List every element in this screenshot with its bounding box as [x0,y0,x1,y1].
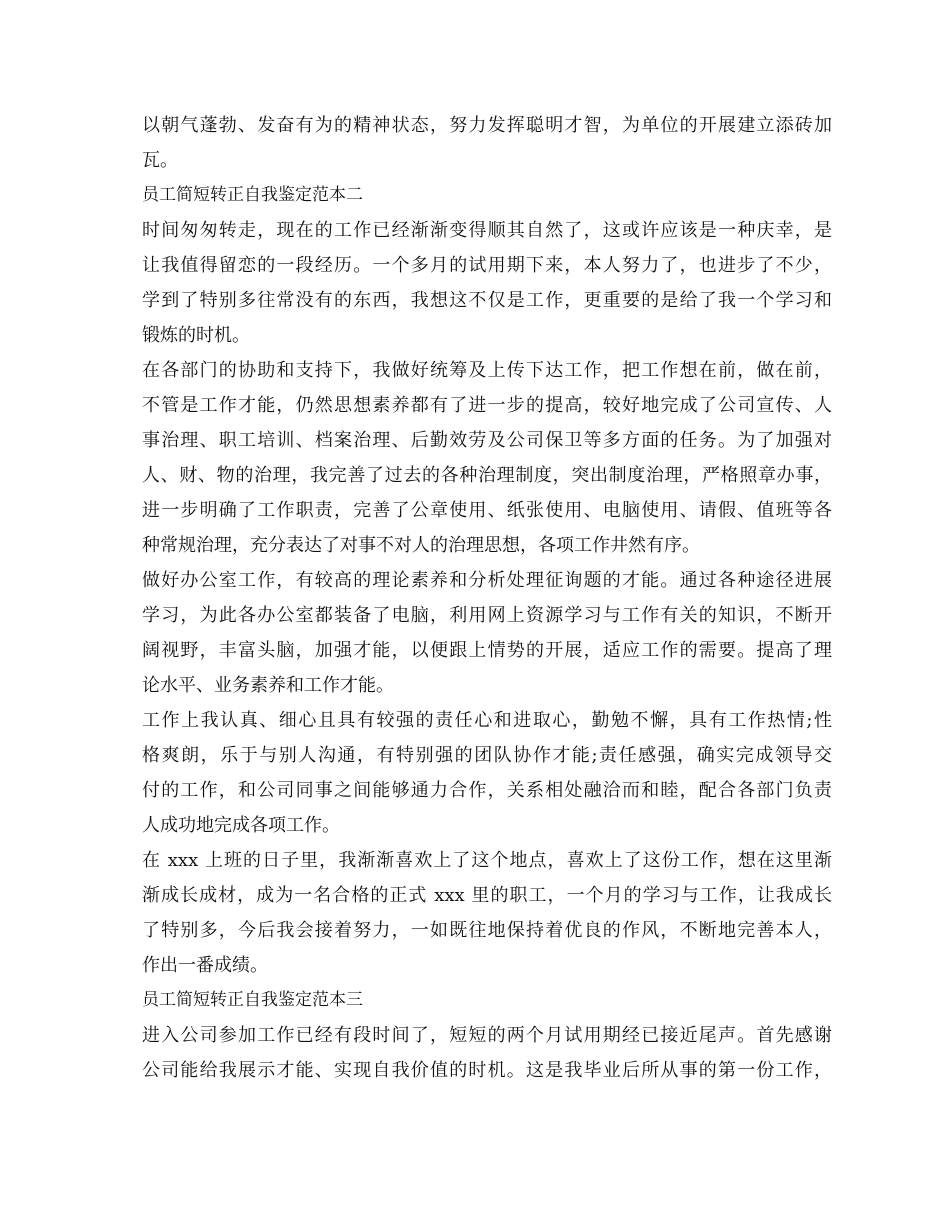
text-line: 时间匆匆转走，现在的工作已经渐渐变得顺其自然了，这或许应该是一种庆幸，是 [142,220,832,241]
section-heading: 员工简短转正自我鉴定范本二 [142,185,363,205]
text-line: 以朝气蓬勃、发奋有为的精神状态，努力发挥聪明才智，为单位的开展建立添砖加 [142,115,832,136]
text-line: 了特别多，今后我会接着努力，一如既往地保持着优良的作风，不断地完善本人， [142,920,832,941]
text-line: 作出一番成绩。 [142,955,268,976]
text-line: 进入公司参加工作已经有段时间了，短短的两个月试用期经已接近尾声。首先感谢 [142,1025,832,1046]
text-line: 事治理、职工培训、档案治理、后勤效劳及公司保卫等多方面的任务。为了加强对 [142,430,832,451]
text-line: 种常规治理，充分表达了对事不对人的治理思想，各项工作井然有序。 [142,535,700,556]
text-line: 公司能给我展示才能、实现自我价值的时机。这是我毕业后所从事的第一份工作， [142,1060,832,1081]
text-line: 让我值得留恋的一段经历。一个多月的试用期下来，本人努力了，也进步了不少， [142,255,832,276]
text-line: 格爽朗，乐于与别人沟通，有特别强的团队协作才能;责任感强，确实完成领导交 [142,745,832,766]
document-body [142,108,832,1088]
text-line: 渐成长成材，成为一名合格的正式 xxx 里的职工，一个月的学习与工作，让我成长 [142,885,832,906]
text-line: 人成功地完成各项工作。 [142,815,340,836]
section-heading: 员工简短转正自我鉴定范本三 [142,990,363,1010]
text-line: 进一步明确了工作职责，完善了公章使用、纸张使用、电脑使用、请假、值班等各 [142,500,832,521]
text-line: 付的工作，和公司同事之间能够通力合作，关系相处融洽而和睦，配合各部门负责 [142,780,832,801]
text-line: 在各部门的协助和支持下，我做好统筹及上传下达工作，把工作想在前，做在前， [142,360,832,381]
text-line: 不管是工作才能，仍然思想素养都有了进一步的提高，较好地完成了公司宣传、人 [142,395,832,416]
text-line: 瓦。 [142,150,178,171]
text-line: 人、财、物的治理，我完善了过去的各种治理制度，突出制度治理，严格照章办事， [142,465,832,486]
text-line: 做好办公室工作，有较高的理论素养和分析处理征询题的才能。通过各种途径进展 [142,570,832,591]
text-line: 学习，为此各办公室都装备了电脑，利用网上资源学习与工作有关的知识，不断开 [142,605,832,626]
text-line: 学到了特别多往常没有的东西，我想这不仅是工作，更重要的是给了我一个学习和 [142,290,832,311]
text-line: 工作上我认真、细心且具有较强的责任心和进取心，勤勉不懈，具有工作热情;性 [142,710,832,731]
text-line: 在 xxx 上班的日子里，我渐渐喜欢上了这个地点，喜欢上了这份工作，想在这里渐 [142,850,832,871]
text-line: 锻炼的时机。 [142,325,250,346]
text-line: 阔视野，丰富头脑，加强才能，以便跟上情势的开展，适应工作的需要。提高了理 [142,640,832,661]
text-line: 论水平、业务素养和工作才能。 [142,675,394,696]
